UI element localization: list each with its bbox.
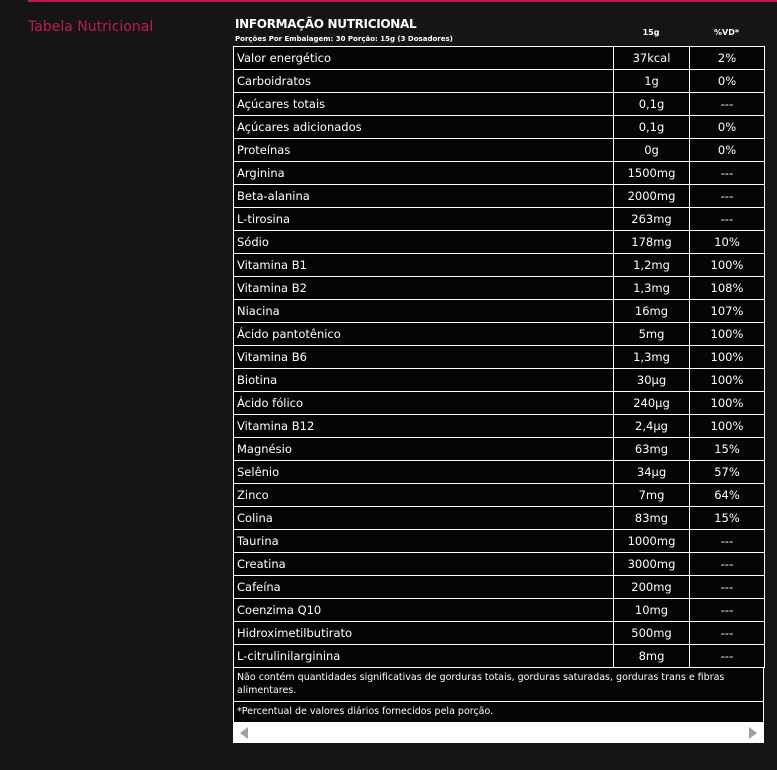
nutrient-name: Ácido fólico xyxy=(234,392,614,415)
nutrition-title: INFORMAÇÃO NUTRICIONAL xyxy=(235,17,417,31)
nutrient-amount: 178mg xyxy=(614,231,690,254)
nutrient-name: Zinco xyxy=(234,484,614,507)
nutrient-amount: 63mg xyxy=(614,438,690,461)
table-row xyxy=(234,484,765,507)
nutrient-amount: 263mg xyxy=(614,208,690,231)
table-row xyxy=(234,438,765,461)
vd-footnote: *Percentual de valores diários fornecidos pela porção. xyxy=(233,702,764,723)
nutrient-vd: --- xyxy=(690,645,765,668)
nutrient-amount: 83mg xyxy=(614,507,690,530)
nutrition-header xyxy=(233,15,764,46)
nutrient-name: Niacina xyxy=(234,300,614,323)
nutrient-vd: --- xyxy=(690,162,765,185)
table-row xyxy=(234,392,765,415)
table-row xyxy=(234,553,765,576)
nutrient-vd: 108% xyxy=(690,277,765,300)
nutrient-vd: 107% xyxy=(690,300,765,323)
table-row xyxy=(234,369,765,392)
nutrient-amount: 0,1g xyxy=(614,93,690,116)
horizontal-scrollbar[interactable] xyxy=(233,723,764,743)
insignificant-note: Não contém quantidades significativas de gorduras totais, gorduras saturadas, gorduras trans e fibras alimentares. xyxy=(233,668,764,702)
nutrient-amount: 0g xyxy=(614,139,690,162)
table-row xyxy=(234,70,765,93)
table-row xyxy=(234,93,765,116)
table-row xyxy=(234,461,765,484)
nutrient-amount: 7mg xyxy=(614,484,690,507)
nutrient-amount: 1g xyxy=(614,70,690,93)
table-row xyxy=(234,599,765,622)
table-row xyxy=(234,622,765,645)
nutrient-amount: 37kcal xyxy=(614,47,690,70)
nutrient-name: Vitamina B1 xyxy=(234,254,614,277)
nutrient-amount: 16mg xyxy=(614,300,690,323)
nutrient-vd: 100% xyxy=(690,415,765,438)
nutrient-name: Hidroximetilbutirato xyxy=(234,622,614,645)
nutrient-name: Selênio xyxy=(234,461,614,484)
table-row xyxy=(234,300,765,323)
nutrient-name: Coenzima Q10 xyxy=(234,599,614,622)
nutrient-vd: 0% xyxy=(690,70,765,93)
table-row xyxy=(234,254,765,277)
nutrient-amount: 30µg xyxy=(614,369,690,392)
nutrient-amount: 5mg xyxy=(614,323,690,346)
nutrient-name: Taurina xyxy=(234,530,614,553)
nutrient-name: Beta-alanina xyxy=(234,185,614,208)
nutrient-name: Açúcares adicionados xyxy=(234,116,614,139)
table-row xyxy=(234,162,765,185)
nutrient-name: Carboidratos xyxy=(234,70,614,93)
nutrient-amount: 10mg xyxy=(614,599,690,622)
table-row xyxy=(234,277,765,300)
nutrient-vd: 100% xyxy=(690,323,765,346)
nutrient-vd: --- xyxy=(690,208,765,231)
portion-column-header: 15g xyxy=(642,28,660,37)
nutrient-name: Vitamina B2 xyxy=(234,277,614,300)
nutrient-name: Colina xyxy=(234,507,614,530)
table-row xyxy=(234,323,765,346)
nutrient-vd: --- xyxy=(690,530,765,553)
nutrient-amount: 2,4µg xyxy=(614,415,690,438)
nutrient-amount: 8mg xyxy=(614,645,690,668)
nutrient-name: L-tirosina xyxy=(234,208,614,231)
nutrient-amount: 1500mg xyxy=(614,162,690,185)
nutrient-vd: --- xyxy=(690,576,765,599)
nutrient-name: Cafeína xyxy=(234,576,614,599)
nutrition-panel xyxy=(233,15,764,743)
nutrient-amount: 1,3mg xyxy=(614,277,690,300)
nutrient-amount: 1000mg xyxy=(614,530,690,553)
table-row xyxy=(234,645,765,668)
nutrition-table xyxy=(233,46,765,668)
nutrient-vd: 15% xyxy=(690,507,765,530)
section-title: Tabela Nutricional xyxy=(28,19,154,35)
nutrient-vd: 15% xyxy=(690,438,765,461)
nutrient-name: Biotina xyxy=(234,369,614,392)
nutrient-vd: --- xyxy=(690,622,765,645)
nutrient-amount: 200mg xyxy=(614,576,690,599)
triangle-left-icon[interactable] xyxy=(240,727,248,739)
nutrient-vd: 0% xyxy=(690,116,765,139)
vd-column-header: %VD* xyxy=(713,28,740,37)
nutrient-vd: 57% xyxy=(690,461,765,484)
nutrient-vd: 64% xyxy=(690,484,765,507)
table-row xyxy=(234,231,765,254)
nutrition-table-body xyxy=(234,47,765,668)
nutrient-name: Vitamina B12 xyxy=(234,415,614,438)
table-row xyxy=(234,576,765,599)
nutrient-amount: 500mg xyxy=(614,622,690,645)
nutrient-vd: 10% xyxy=(690,231,765,254)
nutrient-name: L-citrulinilarginina xyxy=(234,645,614,668)
nutrient-vd: 100% xyxy=(690,369,765,392)
nutrient-name: Vitamina B6 xyxy=(234,346,614,369)
table-row xyxy=(234,185,765,208)
nutrient-name: Ácido pantotênico xyxy=(234,323,614,346)
nutrient-name: Açúcares totais xyxy=(234,93,614,116)
nutrient-amount: 34µg xyxy=(614,461,690,484)
nutrient-name: Arginina xyxy=(234,162,614,185)
nutrient-amount: 2000mg xyxy=(614,185,690,208)
table-row xyxy=(234,415,765,438)
nutrient-vd: --- xyxy=(690,553,765,576)
table-row xyxy=(234,47,765,70)
nutrient-amount: 1,2mg xyxy=(614,254,690,277)
nutrient-name: Proteínas xyxy=(234,139,614,162)
nutrient-amount: 240µg xyxy=(614,392,690,415)
accent-divider xyxy=(28,0,777,2)
nutrient-vd: --- xyxy=(690,599,765,622)
nutrient-amount: 1,3mg xyxy=(614,346,690,369)
triangle-right-icon[interactable] xyxy=(749,727,757,739)
nutrient-vd: 100% xyxy=(690,392,765,415)
nutrient-amount: 0,1g xyxy=(614,116,690,139)
nutrient-vd: 100% xyxy=(690,346,765,369)
nutrient-vd: 2% xyxy=(690,47,765,70)
table-row xyxy=(234,507,765,530)
nutrient-name: Magnésio xyxy=(234,438,614,461)
nutrient-name: Valor energético xyxy=(234,47,614,70)
table-row xyxy=(234,116,765,139)
portion-info: Porções Por Embalagem: 30 Porção: 15g (3 Dosadores) xyxy=(235,35,453,43)
table-row xyxy=(234,346,765,369)
nutrient-name: Creatina xyxy=(234,553,614,576)
nutrient-vd: 100% xyxy=(690,254,765,277)
table-row xyxy=(234,208,765,231)
nutrient-vd: --- xyxy=(690,93,765,116)
table-row xyxy=(234,139,765,162)
nutrient-name: Sódio xyxy=(234,231,614,254)
nutrient-vd: 0% xyxy=(690,139,765,162)
nutrient-vd: --- xyxy=(690,185,765,208)
table-row xyxy=(234,530,765,553)
nutrient-amount: 3000mg xyxy=(614,553,690,576)
